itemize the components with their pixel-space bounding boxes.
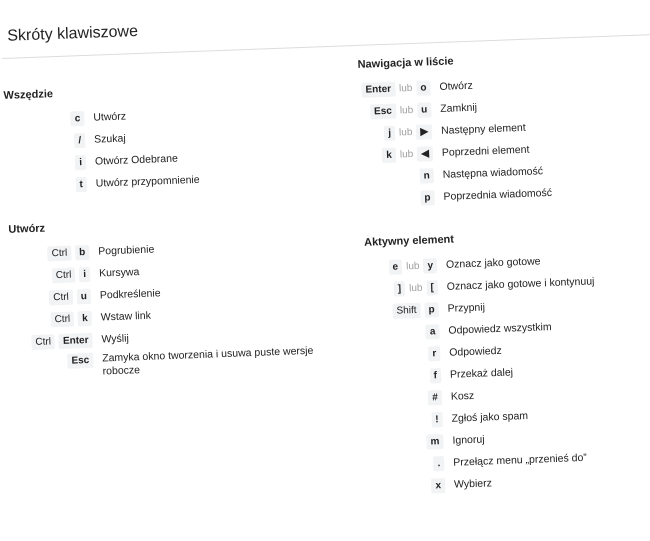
key-cap: a [426, 324, 440, 339]
key-cap: f [429, 368, 441, 383]
arrow-left-icon: ◀ [417, 146, 433, 162]
key-cap: j [384, 125, 395, 140]
shortcut-description: Zamyka okno tworzenia i usuwa puste wersje robocze [101, 344, 314, 378]
or-separator: lub [398, 126, 413, 138]
section-aktywny-element [364, 226, 650, 499]
shortcut-description: Poprzednia wiadomość [443, 186, 553, 203]
shortcut-keys [366, 280, 439, 298]
key-cap: t [75, 176, 87, 191]
key-cap: u [417, 102, 432, 118]
right-column [357, 48, 650, 525]
key-cap: n [419, 168, 434, 184]
key-cap: o [416, 80, 431, 96]
shortcut-keys [7, 176, 87, 194]
key-cap: c [71, 110, 85, 125]
key-cap: y [423, 258, 437, 273]
section-wszędzie [3, 78, 327, 198]
shortcut-description: Podkreślenie [99, 287, 161, 302]
key-cap: Enter [361, 81, 395, 97]
section-title: Utwórz [8, 222, 46, 236]
shortcut-description: Wybierz [453, 477, 493, 491]
key-cap: x [431, 478, 445, 493]
or-separator: lub [405, 260, 420, 272]
key-cap: Enter [59, 332, 93, 348]
shortcut-keys [366, 302, 439, 320]
key-cap: / [74, 132, 85, 147]
shortcut-keys [6, 154, 86, 172]
key-cap: p [420, 190, 435, 206]
shortcut-description: Przypnij [447, 301, 486, 315]
key-cap: e [388, 259, 402, 274]
arrow-right-icon: ▶ [416, 124, 432, 140]
shortcut-description: Odpowiedz wszystkim [448, 321, 552, 337]
section-title: Aktywny element [363, 233, 455, 249]
shortcut-keys [361, 146, 434, 164]
shortcut-description: Zgłoś jako spam [451, 409, 529, 425]
shortcut-description: Szukaj [93, 132, 126, 146]
shortcut-keys [367, 324, 440, 342]
shortcut-keys [359, 102, 432, 120]
shortcut-description: Zamknij [440, 101, 478, 115]
shortcut-keys [370, 412, 443, 430]
section-title: Wszędzie [3, 88, 54, 102]
shortcut-description: Otwórz [439, 79, 473, 93]
key-cap: p [424, 302, 439, 318]
shortcut-keys [365, 258, 438, 276]
shortcut-keys [11, 310, 91, 328]
shortcut-description: Odpowiedz [449, 344, 502, 359]
or-separator: lub [399, 148, 414, 160]
key-cap: b [75, 244, 90, 260]
key-cap: k [78, 310, 92, 325]
or-separator: lub [408, 282, 423, 294]
shortcut-description: Oznacz jako gotowe i kontynuuj [446, 275, 595, 293]
shortcut-description: Następna wiadomość [442, 165, 544, 181]
key-cap: Ctrl [47, 245, 71, 261]
shortcut-keys [360, 124, 433, 142]
key-cap: r [428, 346, 440, 361]
shortcut-keys [368, 346, 441, 364]
shortcut-keys [371, 434, 444, 452]
shortcut-keys [369, 368, 442, 386]
shortcut-description: Kosz [450, 389, 475, 403]
section-utwórz [8, 212, 334, 390]
key-cap: ] [394, 281, 406, 296]
or-separator: lub [399, 104, 414, 116]
shortcut-description: Utwórz [93, 110, 127, 124]
shortcut-keys [361, 168, 434, 186]
left-column [3, 78, 335, 416]
shortcut-description: Otwórz Odebrane [94, 152, 179, 168]
shortcut-description: Wyślij [101, 332, 130, 346]
key-cap: Esc [67, 353, 93, 369]
shortcut-keys [372, 456, 445, 474]
key-cap: k [382, 147, 396, 162]
shortcut-description: Przełącz menu „przenieś do” [453, 451, 588, 469]
key-cap: # [428, 390, 442, 405]
key-cap: Shift [392, 302, 421, 318]
key-cap: Ctrl [31, 334, 55, 350]
shortcut-keys [370, 390, 443, 408]
shortcut-keys [362, 190, 435, 208]
shortcut-keys [4, 110, 84, 128]
key-cap: Esc [370, 103, 396, 119]
key-cap: Ctrl [49, 289, 73, 305]
shortcut-description: Utwórz przypomnienie [95, 173, 200, 190]
key-cap: . [433, 456, 444, 471]
shortcut-keys [12, 332, 92, 350]
key-cap: Ctrl [52, 267, 76, 283]
shortcut-keys [13, 353, 93, 371]
shortcut-description: Wstaw link [100, 309, 152, 324]
dialog-title: Skróty klawiszowe [7, 22, 139, 45]
key-cap: [ [426, 280, 438, 295]
key-cap: ! [431, 412, 443, 427]
key-cap: i [79, 266, 90, 281]
shortcut-description: Oznacz jako gotowe [445, 255, 541, 271]
shortcut-keys [10, 266, 90, 284]
shortcut-description: Poprzedni element [441, 143, 530, 159]
shortcut-keys [358, 80, 431, 98]
section-nawigacja-w-liście [357, 48, 650, 211]
key-cap: i [75, 154, 86, 169]
shortcut-description: Kursywa [98, 266, 140, 280]
shortcut-description: Przekaż dalej [449, 366, 514, 381]
key-cap: u [77, 288, 92, 304]
shortcut-keys [5, 132, 85, 150]
shortcut-description: Pogrubienie [98, 243, 155, 258]
key-cap: Ctrl [50, 311, 74, 327]
shortcut-keys [373, 478, 446, 496]
section-title: Nawigacja w liście [357, 55, 454, 71]
shortcut-keys [11, 288, 91, 306]
shortcut-description: Następny element [440, 121, 526, 137]
or-separator: lub [398, 82, 413, 94]
shortcut-keys [9, 244, 89, 262]
shortcut-description: Ignoruj [452, 433, 485, 447]
key-cap: m [426, 434, 443, 450]
